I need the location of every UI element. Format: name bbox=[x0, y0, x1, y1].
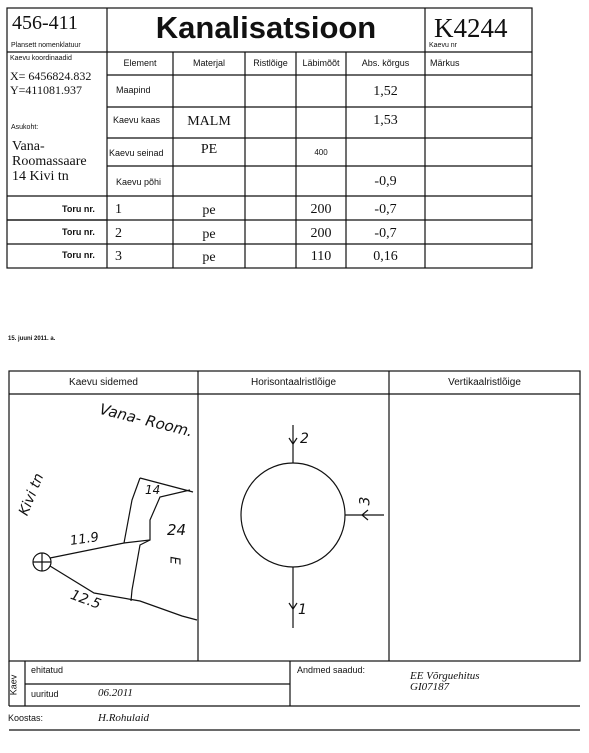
document-title: Kanalisatsioon bbox=[155, 10, 377, 45]
col-header-markus: Märkus bbox=[430, 58, 460, 68]
footer-author-value: H.Rohulaid bbox=[98, 712, 150, 724]
col-header-ristloige: Ristlõige bbox=[253, 58, 288, 68]
well-id: K4244 bbox=[434, 13, 508, 43]
row-kaas-materjal: MALM bbox=[187, 114, 231, 129]
pipe-2-korgus: -0,7 bbox=[374, 226, 397, 241]
address-line-2: Roomassaare bbox=[12, 154, 87, 169]
footer-author-label: Koostas: bbox=[8, 713, 44, 723]
pipe-label-1: Toru nr. bbox=[62, 204, 95, 214]
sheet-number: 456-411 bbox=[12, 12, 78, 34]
hand-e: E bbox=[166, 556, 182, 565]
pipe-3-materjal: pe bbox=[202, 250, 216, 265]
footer-data-from-label: Andmed saadud: bbox=[297, 665, 366, 675]
col-header-korgus: Abs. kõrgus bbox=[361, 58, 410, 68]
hand-building-14: 14 bbox=[145, 483, 161, 497]
footer-built-label: ehitatud bbox=[31, 665, 64, 675]
footer-data-from-value-1: EE Võrguehitus bbox=[410, 670, 480, 682]
pipe-label-3: Toru nr. bbox=[62, 250, 95, 260]
coordinate-x: X= 6456824.832 bbox=[10, 69, 92, 83]
hand-street-kivi: Kivi tn bbox=[16, 471, 48, 518]
sketch-col-sidemed: Kaevu sidemed bbox=[69, 377, 138, 388]
sketch-col-vertikaal: Vertikaalristlõige bbox=[448, 377, 521, 388]
row-maapind-korgus: 1,52 bbox=[373, 84, 398, 99]
row-element-maapind: Maapind bbox=[116, 85, 151, 95]
pipe-2-nr: 2 bbox=[115, 226, 122, 241]
sketch-col-horisontaal: Horisontaalristlõige bbox=[250, 377, 337, 388]
row-element-seinad: Kaevu seinad bbox=[109, 148, 164, 158]
footer-surveyed-value: 06.2011 bbox=[98, 687, 133, 699]
col-header-labimoot: Läbimõõt bbox=[302, 58, 340, 68]
row-pohi-korgus: -0,9 bbox=[374, 174, 397, 189]
hand-distance-11-9: 11.9 bbox=[69, 530, 100, 549]
pipe-label-2: Toru nr. bbox=[62, 227, 95, 237]
row-element-kaas: Kaevu kaas bbox=[113, 115, 161, 125]
pipe-2-labimoot: 200 bbox=[310, 226, 332, 241]
footer-surveyed-label: uuritud bbox=[31, 689, 59, 699]
address-line-3: 14 Kivi tn bbox=[12, 169, 69, 184]
coordinates-caption: Kaevu koordinaadid bbox=[10, 55, 72, 62]
pipe-1-labimoot: 200 bbox=[310, 202, 332, 217]
pipe-3-nr: 3 bbox=[115, 249, 122, 264]
hand-building-24: 24 bbox=[167, 521, 187, 539]
pipe-marker-2: 2 bbox=[300, 431, 309, 447]
footer-data-from-value-2: GI07187 bbox=[410, 681, 450, 693]
address-line-1: Vana- bbox=[12, 139, 45, 154]
pipe-2-materjal: pe bbox=[202, 227, 216, 242]
row-seinad-materjal: PE bbox=[200, 142, 218, 157]
pipe-marker-1: 1 bbox=[298, 602, 307, 618]
sheet-number-caption: Plansett nomenklatuur bbox=[11, 42, 81, 49]
row-element-pohi: Kaevu põhi bbox=[116, 177, 162, 187]
pipe-1-korgus: -0,7 bbox=[374, 202, 397, 217]
row-kaas-korgus: 1,53 bbox=[373, 113, 398, 128]
footer-side-label: Kaev bbox=[8, 674, 19, 696]
pipe-1-nr: 1 bbox=[115, 202, 122, 217]
date-note: 15. juuni 2011. a. bbox=[8, 336, 56, 342]
address-caption: Asukoht: bbox=[11, 124, 39, 131]
row-seinad-labimoot: 400 bbox=[314, 148, 328, 157]
pipe-3-korgus: 0,16 bbox=[373, 249, 398, 264]
well-id-caption: Kaevu nr bbox=[429, 42, 458, 49]
coordinate-y: Y=411081.937 bbox=[10, 83, 82, 97]
pipe-3-labimoot: 110 bbox=[310, 249, 332, 264]
hand-street-vana-room: Vana- Room. bbox=[97, 400, 195, 441]
hand-distance-12-5: 12.5 bbox=[68, 587, 103, 613]
pipe-1-materjal: pe bbox=[202, 203, 216, 218]
pipe-marker-3: 3 bbox=[357, 496, 374, 506]
col-header-materjal: Materjal bbox=[192, 58, 225, 68]
col-header-element: Element bbox=[123, 58, 157, 68]
